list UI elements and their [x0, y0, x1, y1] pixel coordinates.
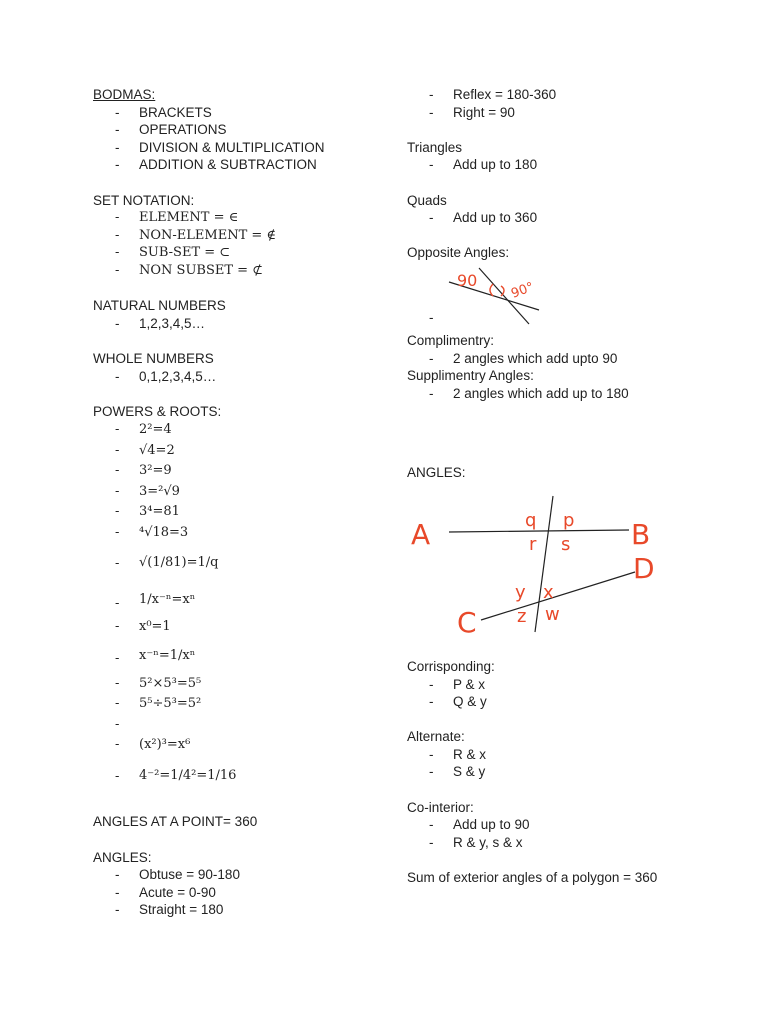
label-w: w [545, 603, 560, 625]
formula-item: - ⁴√18=3 [115, 524, 189, 540]
angles-heading: ANGLES: [93, 849, 152, 865]
list-item: - NON-ELEMENT = ∉ [115, 227, 277, 243]
exterior-angles-text: Sum of exterior angles of a polygon = 360 [407, 870, 658, 886]
label-d: D [633, 551, 655, 585]
formula-text: 5²×5³=5⁵ [139, 675, 202, 691]
bodmas-heading: BODMAS: [93, 87, 156, 102]
formula-text: 4⁻²=1/4²=1/16 [139, 767, 237, 783]
angles-right-heading: ANGLES: [407, 465, 466, 481]
formula-item: - 5²×5³=5⁵ [115, 675, 202, 691]
natural-numbers-heading: NATURAL NUMBERS [93, 298, 226, 314]
list-item: - Add up to 180 [429, 157, 538, 173]
formula-text: √(1/81)=1/q [139, 555, 219, 571]
formula-text: ⁴√18=3 [139, 524, 189, 540]
list-item: - P & x [429, 676, 486, 692]
supplimentry-heading: Supplimentry Angles: [407, 368, 534, 384]
list-item: - Reflex = 180-360 [429, 87, 557, 102]
quads-heading: Quads [407, 192, 447, 208]
formula-item: - x⁰=1 [115, 619, 171, 635]
list-item: - Obtuse = 90-180 [115, 867, 240, 883]
list-item: - ELEMENT = ∈ [115, 210, 239, 226]
list-item: - S & y [429, 764, 486, 780]
formula-text: 3²=9 [139, 463, 172, 479]
list-item: - Acute = 0-90 [115, 884, 216, 900]
triangles-heading: Triangles [407, 139, 463, 155]
alternate-heading: Alternate: [407, 729, 465, 745]
list-item: - 2 angles which add upto 90 [429, 350, 618, 366]
list-item: - Straight = 180 [115, 902, 224, 918]
left-column [93, 86, 383, 919]
parallel-lines-diagram [407, 486, 667, 636]
formula-item: - (x²)³=x⁶ [115, 737, 191, 753]
sketch-label: 90 [457, 270, 478, 290]
formula-text: x⁰=1 [139, 619, 171, 635]
complimentry-heading: Complimentry: [407, 332, 495, 348]
angle-arc [490, 284, 493, 296]
angle-arc [501, 286, 504, 296]
list-item: - SUB-SET = ⊂ [115, 245, 231, 261]
label-q: q [525, 509, 537, 531]
label-b: B [631, 517, 651, 551]
label-p: p [563, 509, 575, 531]
opposite-angles-row: - 90 90° [407, 262, 737, 332]
label-c: C [457, 605, 477, 636]
formula-item: - 1/x⁻ⁿ=xⁿ [115, 592, 196, 612]
label-x: x [543, 581, 554, 603]
formula-item: - √(1/81)=1/q [115, 555, 219, 572]
formula-item: - 3=²√9 [115, 483, 180, 499]
formula-text: 2²=4 [139, 422, 172, 438]
formula-item: - 4⁻²=1/4²=1/16 [115, 767, 237, 784]
list-item: - Q & y [429, 694, 487, 710]
corresponding-heading: Corrisponding: [407, 658, 495, 674]
label-a: A [411, 517, 431, 551]
label-z: z [517, 605, 527, 627]
sketch-label: 90° [509, 279, 537, 302]
formula-item: - 2²=4 [115, 422, 172, 438]
list-item: - 1,2,3,4,5… [115, 315, 206, 331]
formula-text: 3=²√9 [139, 483, 180, 499]
formula-text: (x²)³=x⁶ [139, 737, 191, 753]
list-item: - Add up to 90 [429, 817, 530, 833]
co-interior-heading: Co-interior: [407, 799, 474, 815]
list-item: - ADDITION & SUBTRACTION [115, 157, 317, 173]
formula-text: 1/x⁻ⁿ=xⁿ [139, 592, 196, 608]
formula-item: - 5⁵÷5³=5² [115, 696, 202, 712]
opposite-angles-heading: Opposite Angles: [407, 245, 510, 261]
list-item: - Add up to 360 [429, 210, 538, 226]
formula-item: - x⁻ⁿ=1/xⁿ [115, 647, 196, 666]
formula-text: √4=2 [139, 442, 175, 458]
formula-item: - [115, 716, 120, 732]
list-item: - R & y, s & x [429, 834, 523, 850]
whole-numbers-heading: WHOLE NUMBERS [93, 350, 214, 366]
list-item: - BRACKETS [115, 104, 212, 120]
label-s: s [561, 533, 571, 555]
formula-item: - 3²=9 [115, 463, 172, 479]
list-item: - OPERATIONS [115, 122, 227, 138]
set-notation-heading: SET NOTATION: [93, 192, 195, 208]
formula-item: - √4=2 [115, 442, 175, 458]
label-r: r [529, 533, 537, 555]
powers-roots-heading: POWERS & ROOTS: [93, 403, 222, 419]
formula-text: x⁻ⁿ=1/xⁿ [139, 647, 196, 663]
list-item: - 0,1,2,3,4,5… [115, 368, 217, 384]
right-column [407, 86, 737, 887]
list-item: - 2 angles which add up to 180 [429, 385, 629, 401]
label-y: y [515, 581, 526, 603]
formula-text: 5⁵÷5³=5² [139, 696, 202, 712]
formula-item: - 3⁴=81 [115, 504, 180, 520]
list-item: - NON SUBSET = ⊄ [115, 262, 264, 278]
opposite-angles-sketch [421, 262, 561, 332]
list-item: - R & x [429, 746, 487, 762]
list-item: - Right = 90 [429, 104, 515, 120]
list-item: - DIVISION & MULTIPLICATION [115, 139, 325, 155]
angles-at-point-text: ANGLES AT A POINT= 360 [93, 814, 258, 830]
formula-text: 3⁴=81 [139, 504, 180, 520]
